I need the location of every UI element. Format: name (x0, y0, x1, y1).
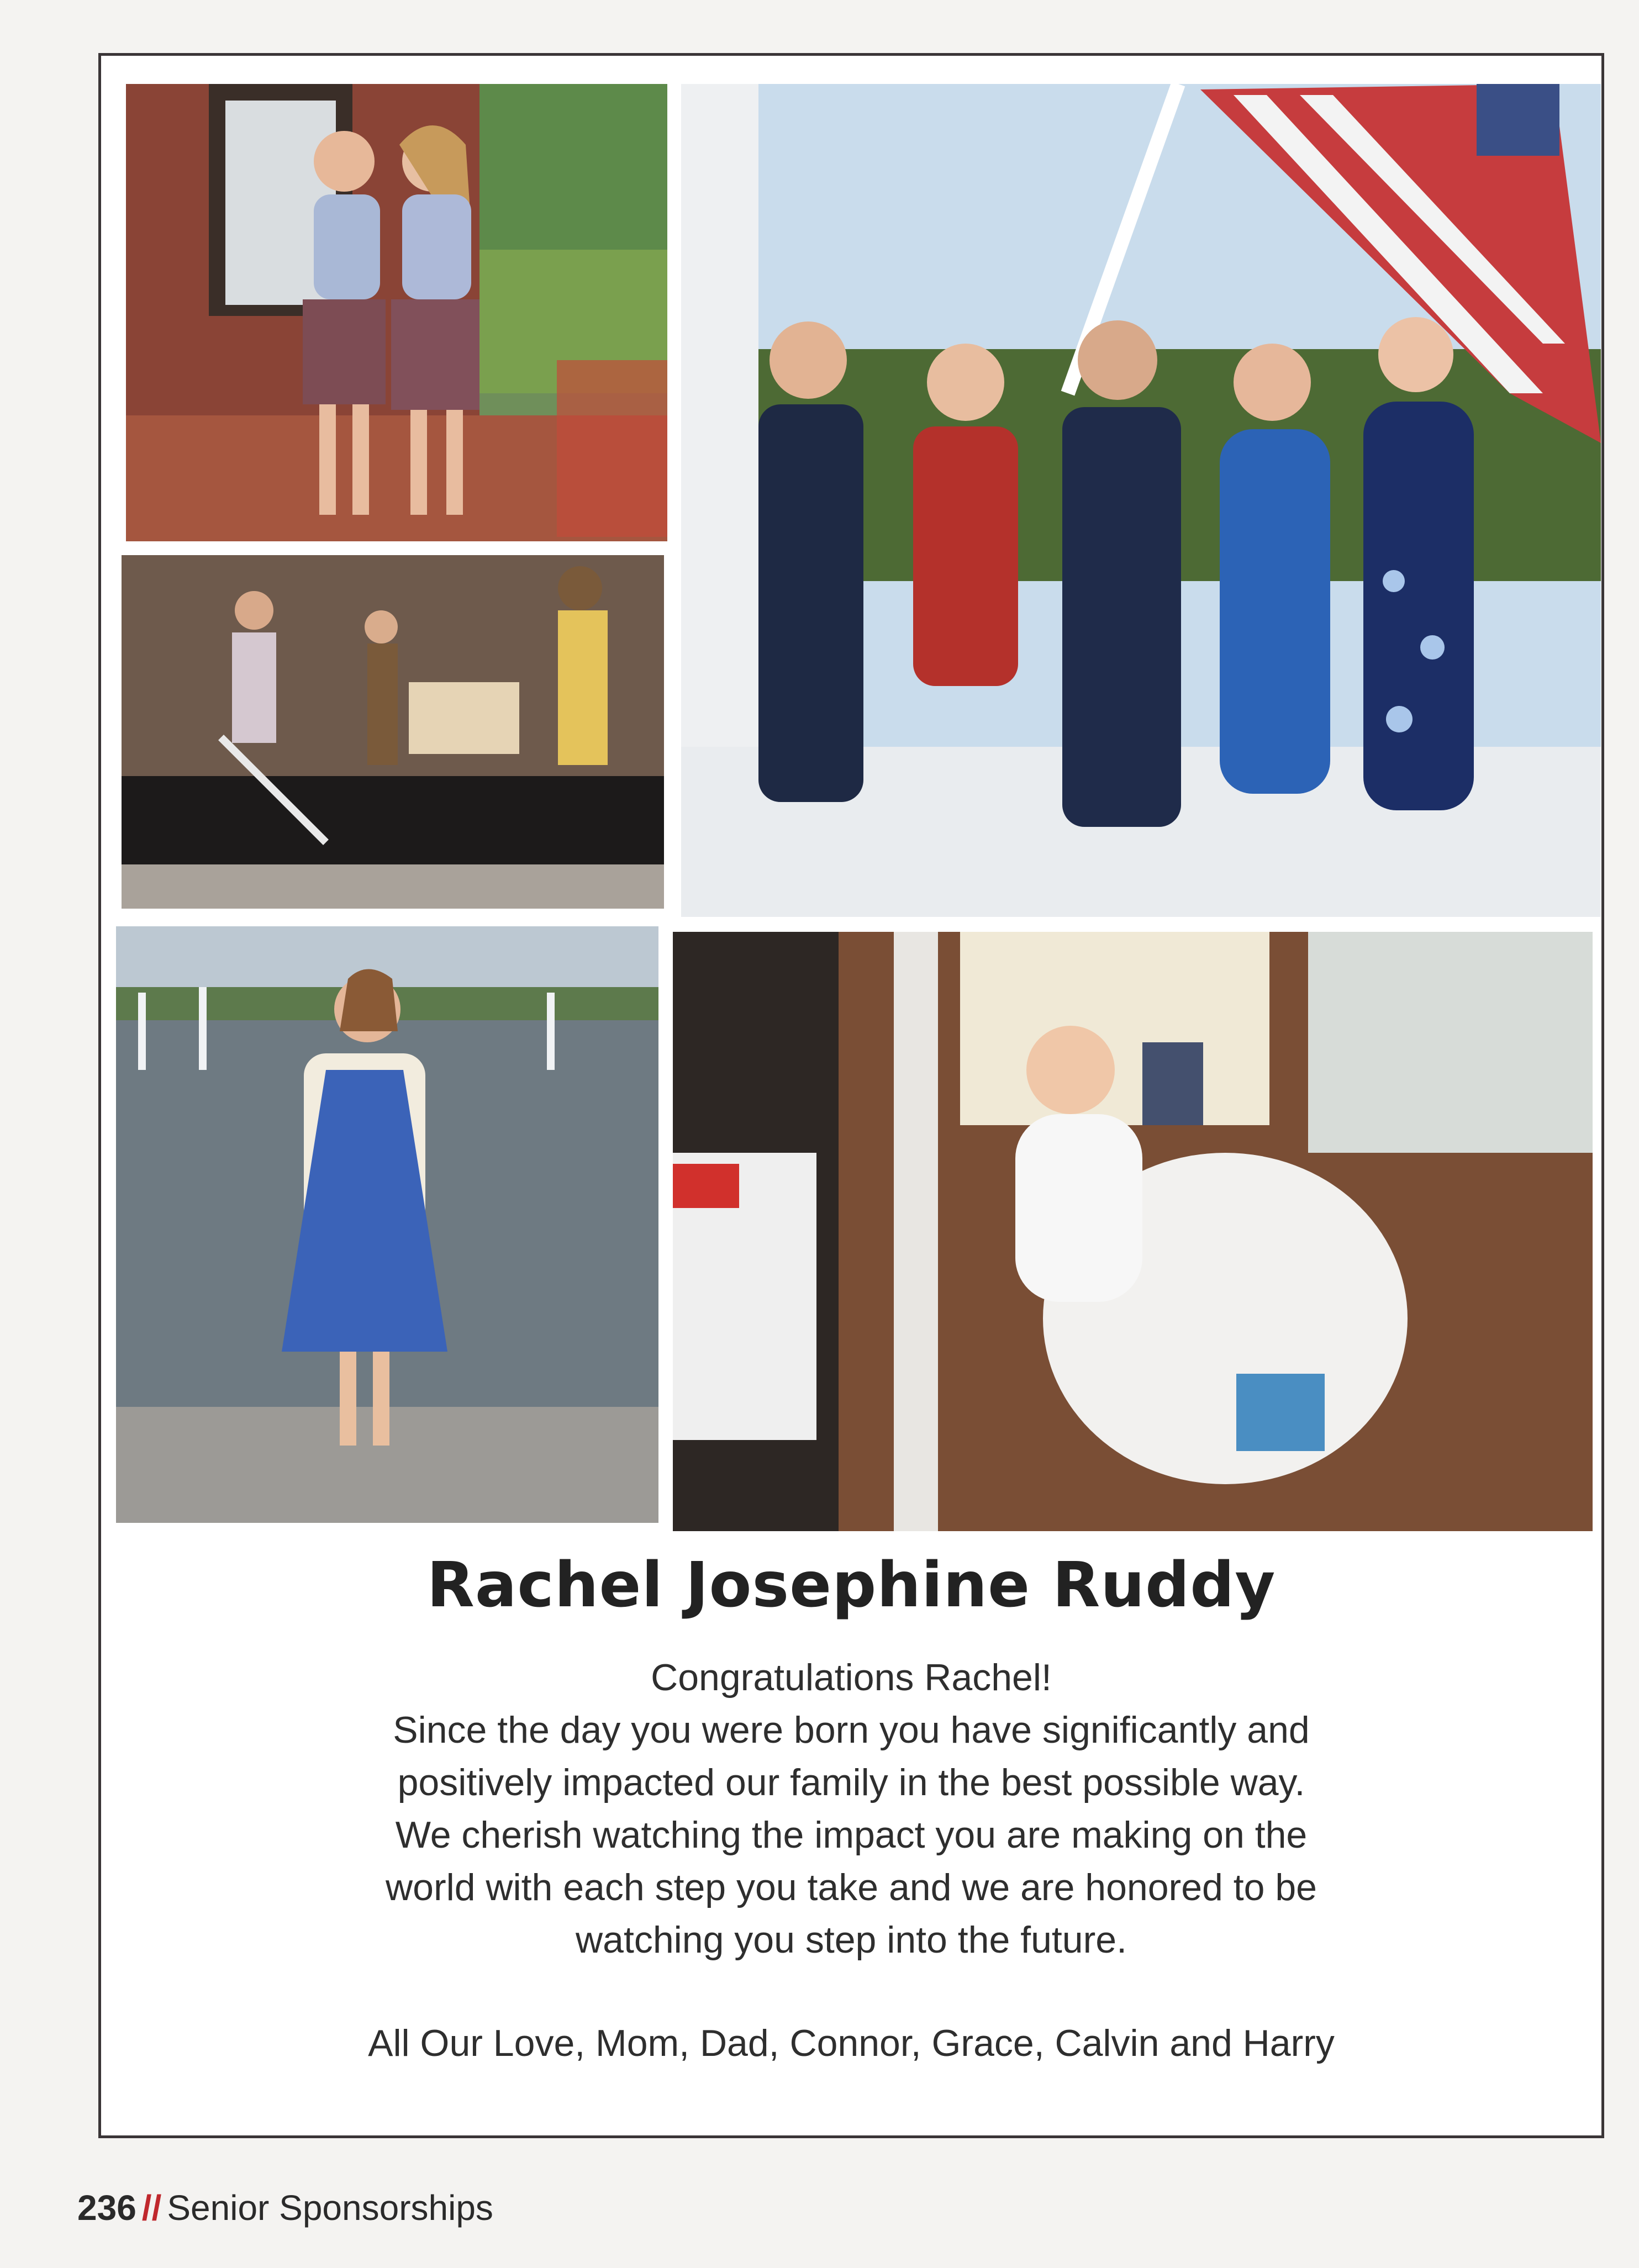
page-number: 236 (77, 2188, 136, 2228)
signoff: All Our Love, Mom, Dad, Connor, Grace, Calvin and Harry (368, 2022, 1335, 2064)
message-line: positively impacted our family in the best possible way. (397, 1761, 1305, 1803)
page-title: Rachel Josephine Ruddy (426, 1549, 1276, 1621)
photo-family-portrait (681, 84, 1601, 917)
photo-fountain (116, 926, 658, 1523)
message-line: watching you step into the future. (576, 1919, 1127, 1961)
section-name: Senior Sponsorships (167, 2188, 493, 2228)
message-line: Congratulations Rachel! (651, 1657, 1052, 1699)
message-line: Since the day you were born you have significantly and (393, 1709, 1310, 1751)
photo-stage-play (122, 555, 664, 909)
photo-girls-uniform (126, 84, 667, 541)
page-footer (77, 2187, 493, 2228)
message-line: world with each step you take and we are honored to be (386, 1866, 1317, 1908)
photo-baby-flour (673, 932, 1593, 1531)
congratulations-message (98, 1652, 1604, 1966)
footer-separator: // (141, 2188, 162, 2228)
message-line: We cherish watching the impact you are making on the (395, 1814, 1308, 1856)
